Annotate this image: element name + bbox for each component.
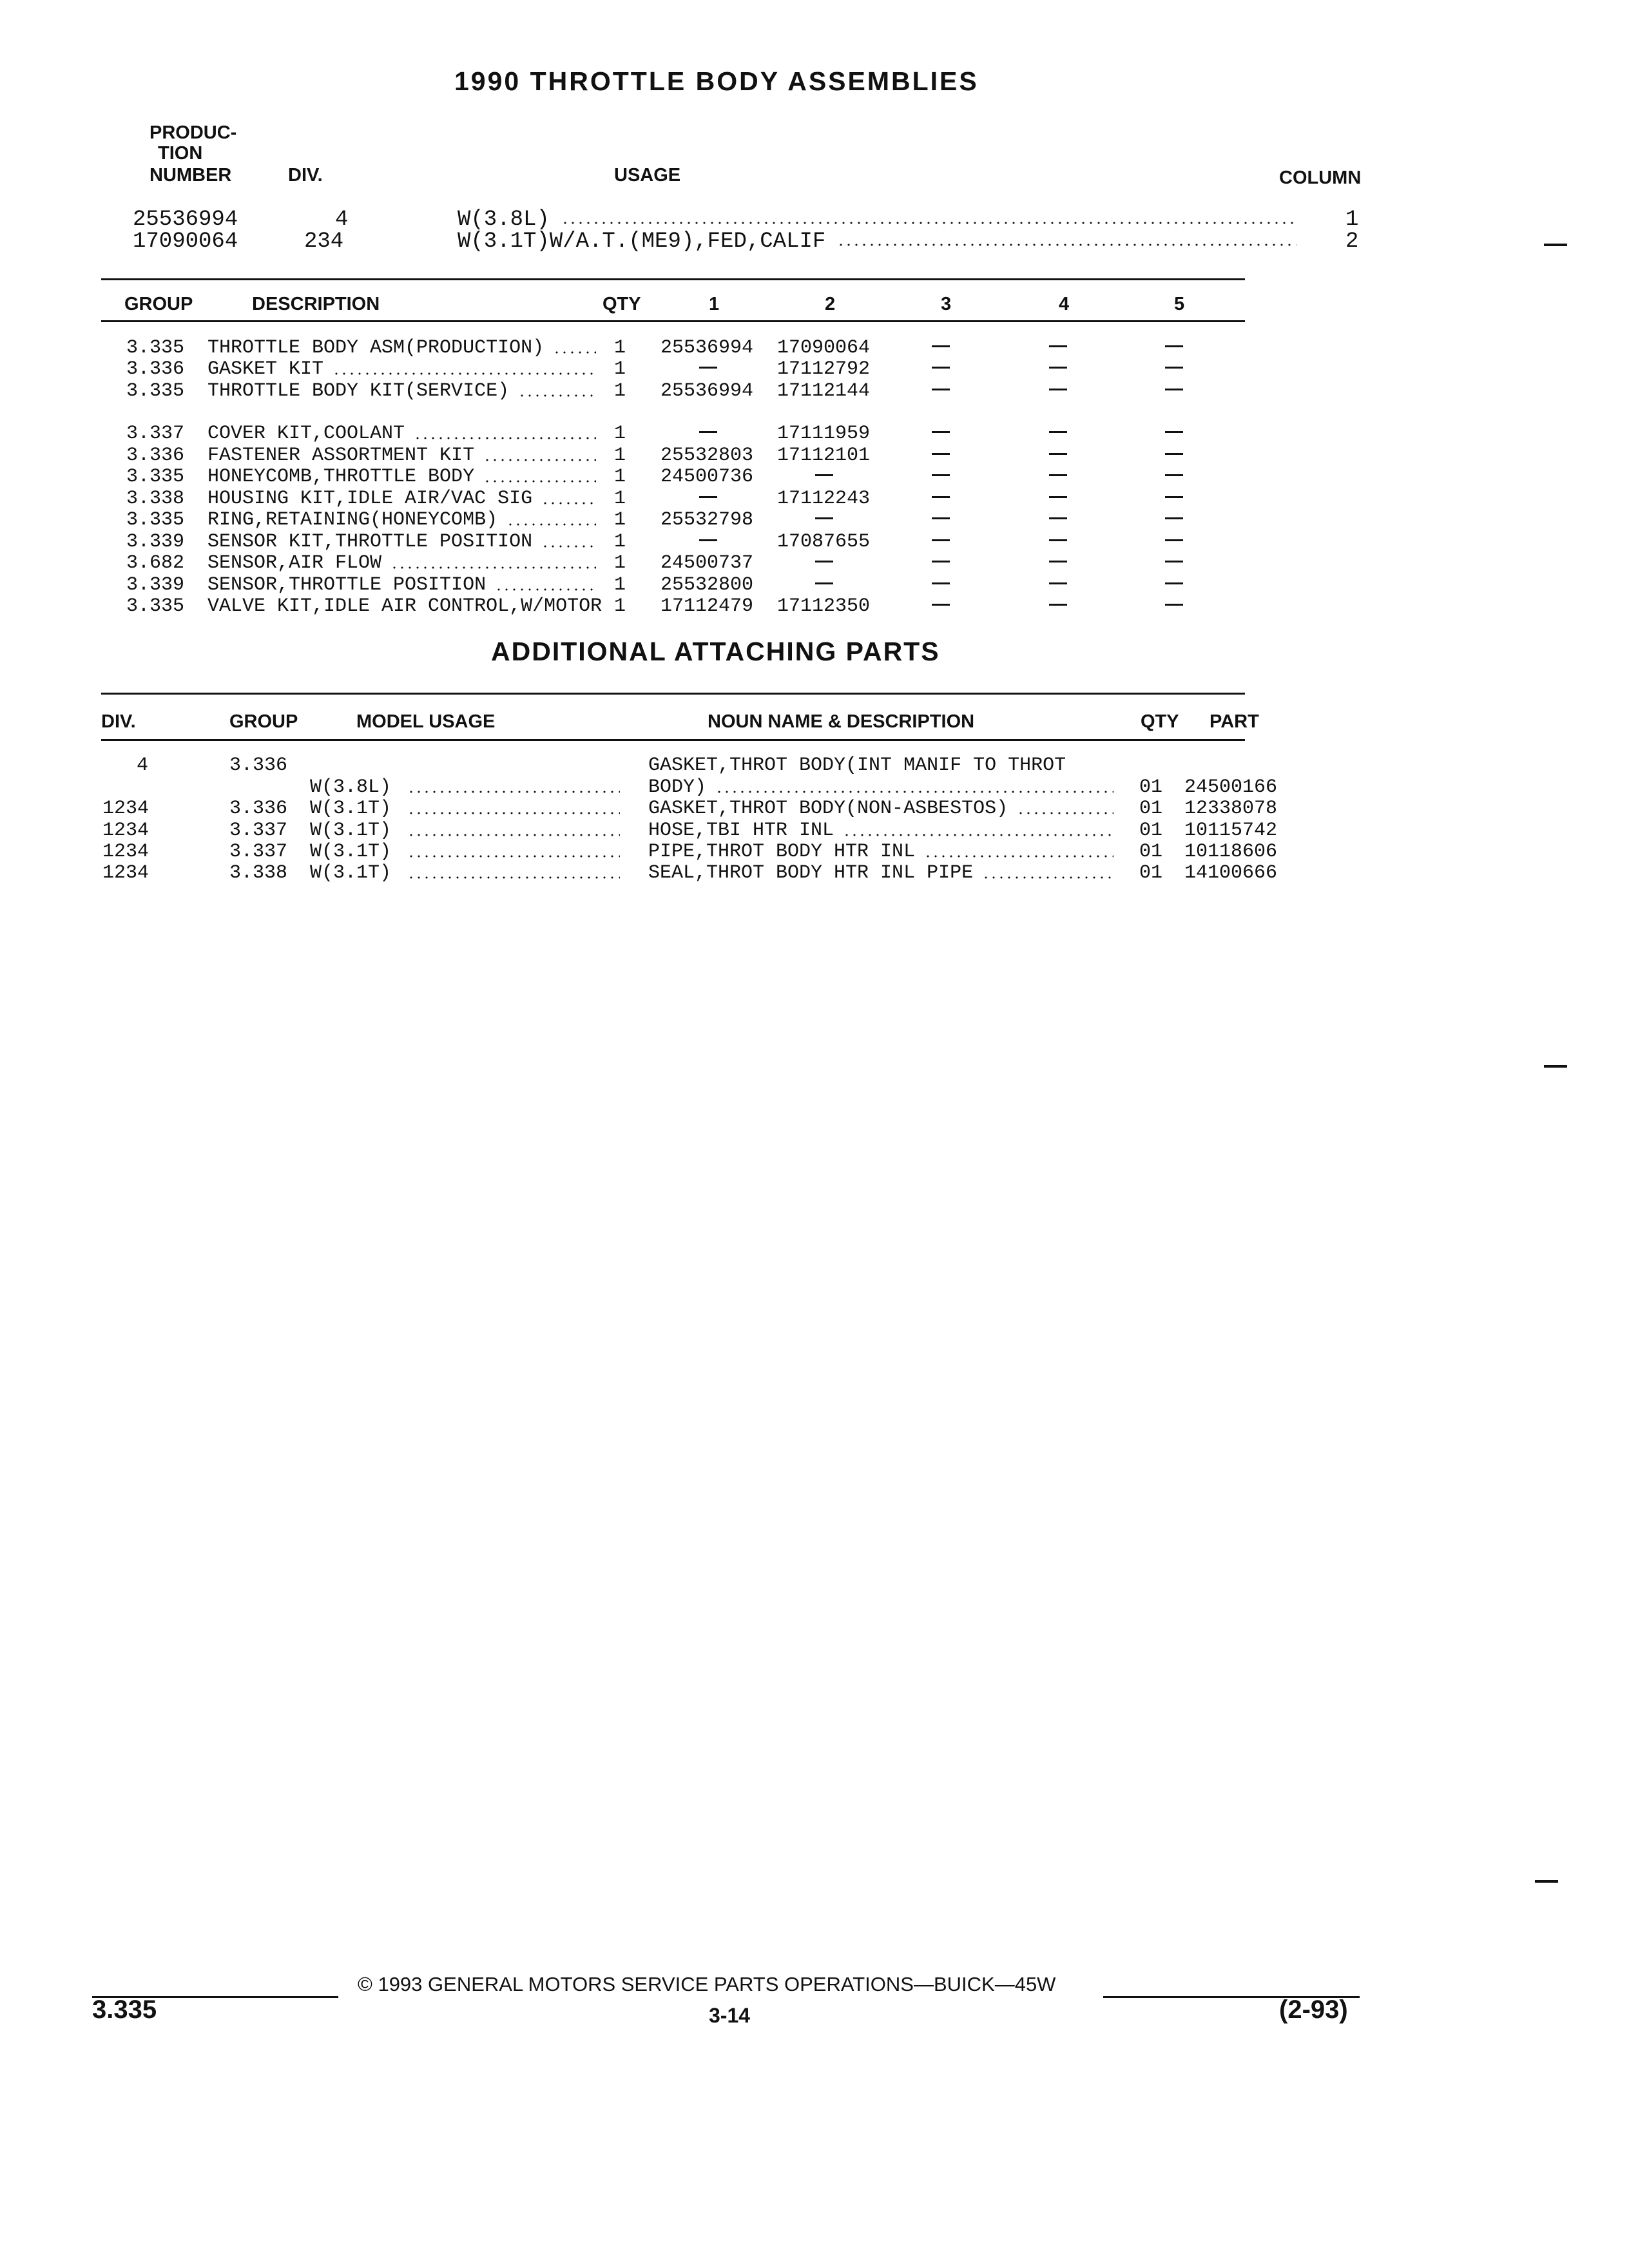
empty-cell-dash [932,582,950,584]
margin-mark [1544,1065,1567,1068]
page-title: 1990 THROTTLE BODY ASSEMBLIES [454,66,979,96]
col-header-qty: QTY [1141,711,1179,732]
division: 1234 [102,841,149,863]
group-number: 3.339 [126,531,185,553]
quantity: 01 [1139,820,1163,841]
dot-leader [561,222,1296,224]
footer-copyright: © 1993 GENERAL MOTORS SERVICE PARTS OPERATIONS—BUICK—45W [358,1973,1056,1995]
empty-cell-dash [932,517,950,519]
empty-cell-dash [932,389,950,390]
production-div-label: DIV. [288,165,323,186]
footer-revision-date: (2-93) [1279,1995,1348,2024]
quantity: 1 [614,445,626,466]
part-description: THROTTLE BODY KIT(SERVICE) [207,380,510,402]
column-1-part-number: 25532803 [660,445,754,466]
noun-description: BODY) [648,776,707,798]
group-number: 3.337 [229,841,288,863]
production-usage-label: USAGE [614,165,681,186]
empty-cell-dash [1049,453,1067,455]
production-column-label: COLUMN [1279,168,1362,188]
empty-cell-dash [1049,604,1067,606]
column-1-part-number: 17112479 [660,595,754,617]
part-description: SENSOR,THROTTLE POSITION [207,574,487,596]
empty-cell-dash [1049,345,1067,347]
quantity: 1 [614,488,626,510]
col-header-noun-name: NOUN NAME & DESCRIPTION [708,711,975,732]
part-number: 10115742 [1184,820,1278,841]
group-number: 3.338 [126,488,185,510]
empty-cell-dash [1165,345,1183,347]
dot-leader [390,566,596,569]
column-1-part-number: 24500737 [660,552,754,574]
dot-leader [407,791,620,793]
model-usage: W(3.1T) [310,841,392,863]
divider [101,320,1245,322]
quantity: 1 [614,595,626,617]
quantity: 1 [614,358,626,380]
production-usage: W(3.8L) [458,207,550,232]
footer-page-number: 3-14 [709,2004,751,2027]
empty-cell-dash [932,561,950,562]
empty-cell-dash [1165,604,1183,606]
empty-cell-dash [815,582,833,584]
dot-leader [553,351,596,354]
empty-cell-dash [1049,582,1067,584]
group-number: 3.335 [126,337,185,359]
dot-leader [518,394,596,397]
col-header-div: DIV. [101,711,136,732]
empty-cell-dash [932,431,950,433]
quantity: 01 [1139,776,1163,798]
empty-cell-dash [1165,517,1183,519]
dot-leader [407,812,620,814]
production-div: 4 [335,207,349,232]
quantity: 1 [614,423,626,445]
group-number: 3.337 [126,423,185,445]
column-2-part-number: 17087655 [777,531,871,553]
part-description: THROTTLE BODY ASM(PRODUCTION) [207,337,545,359]
column-2-part-number: 17112243 [777,488,871,510]
dot-leader [541,545,596,548]
group-number: 3.336 [229,754,288,776]
production-number: 17090064 [133,229,238,254]
group-number: 3.335 [126,380,185,402]
production-number: 25536994 [133,207,238,232]
part-description: GASKET KIT [207,358,324,380]
col-header-qty: QTY [602,294,641,314]
empty-cell-dash [1165,389,1183,390]
empty-cell-dash [815,561,833,562]
empty-cell-dash [932,496,950,498]
group-number: 3.336 [229,798,288,820]
quantity: 1 [614,509,626,531]
production-number-label-line1: PRODUC- [149,122,237,143]
dot-leader [407,876,620,879]
empty-cell-dash [1049,496,1067,498]
dot-leader [414,437,596,439]
quantity: 1 [614,466,626,488]
column-2-part-number: 17111959 [777,423,871,445]
col-header-model-usage: MODEL USAGE [356,711,496,732]
noun-description: GASKET,THROT BODY(INT MANIF TO THROT [648,754,1066,776]
part-description: SENSOR KIT,THROTTLE POSITION [207,531,533,553]
part-description: SENSOR,AIR FLOW [207,552,382,574]
empty-cell-dash [932,367,950,369]
division: 1234 [102,820,149,841]
quantity: 01 [1139,798,1163,820]
divider [101,739,1245,741]
dot-leader [843,834,1113,836]
empty-cell-dash [1049,539,1067,541]
part-number: 10118606 [1184,841,1278,863]
group-number: 3.336 [126,445,185,466]
dot-leader [541,502,596,505]
part-description: VALVE KIT,IDLE AIR CONTROL,W/MOTOR [207,595,602,617]
column-2-part-number: 17112792 [777,358,871,380]
column-2-part-number: 17112144 [777,380,871,402]
empty-cell-dash [1165,496,1183,498]
division: 4 [137,754,149,776]
dot-leader [407,855,620,858]
empty-cell-dash [699,496,717,498]
col-header-part: PART [1210,711,1259,732]
quantity: 1 [614,531,626,553]
empty-cell-dash [932,345,950,347]
part-description: COVER KIT,COOLANT [207,423,405,445]
dot-leader [483,459,596,461]
empty-cell-dash [932,474,950,476]
group-number: 3.335 [126,595,185,617]
division: 1234 [102,798,149,820]
dot-leader [837,244,1296,246]
empty-cell-dash [699,431,717,433]
col-header-3: 3 [941,294,952,314]
quantity: 1 [614,574,626,596]
quantity: 1 [614,337,626,359]
production-column-number: 1 [1345,207,1359,232]
column-2-part-number: 17090064 [777,337,871,359]
part-number: 14100666 [1184,862,1278,884]
dot-leader [506,523,596,526]
column-1-part-number: 25536994 [660,337,754,359]
empty-cell-dash [1165,367,1183,369]
noun-description: HOSE,TBI HTR INL [648,820,834,841]
divider [101,693,1245,695]
col-header-description: DESCRIPTION [252,294,380,314]
part-description: HOUSING KIT,IDLE AIR/VAC SIG [207,488,533,510]
column-1-part-number: 25532800 [660,574,754,596]
dot-leader [982,876,1113,879]
production-number-label-line3: NUMBER [149,165,232,186]
part-number: 24500166 [1184,776,1278,798]
group-number: 3.338 [229,862,288,884]
part-number: 12338078 [1184,798,1278,820]
production-div: 234 [304,229,344,254]
noun-description: GASKET,THROT BODY(NON-ASBESTOS) [648,798,1008,820]
group-number: 3.336 [126,358,185,380]
empty-cell-dash [699,367,717,369]
model-usage: W(3.1T) [310,820,392,841]
empty-cell-dash [1165,561,1183,562]
empty-cell-dash [1165,539,1183,541]
col-header-4: 4 [1059,294,1070,314]
dot-leader [483,480,596,483]
empty-cell-dash [699,539,717,541]
empty-cell-dash [932,539,950,541]
empty-cell-dash [815,474,833,476]
empty-cell-dash [1049,474,1067,476]
production-column-number: 2 [1345,229,1359,254]
col-header-1: 1 [709,294,720,314]
empty-cell-dash [1165,474,1183,476]
footer-section-number: 3.335 [92,1995,157,2024]
col-header-group: GROUP [124,294,193,314]
quantity: 1 [614,380,626,402]
col-header-2: 2 [825,294,836,314]
part-description: RING,RETAINING(HONEYCOMB) [207,509,498,531]
col-header-5: 5 [1174,294,1185,314]
dot-leader [924,855,1113,858]
group-number: 3.337 [229,820,288,841]
part-description: HONEYCOMB,THROTTLE BODY [207,466,475,488]
noun-description: SEAL,THROT BODY HTR INL PIPE [648,862,974,884]
divider [101,278,1245,280]
production-number-label-line2: TION [158,143,203,164]
group-number: 3.335 [126,466,185,488]
empty-cell-dash [1165,453,1183,455]
part-description: FASTENER ASSORTMENT KIT [207,445,475,466]
empty-cell-dash [1049,431,1067,433]
production-usage: W(3.1T)W/A.T.(ME9),FED,CALIF [458,229,826,254]
dot-leader [715,791,1113,793]
noun-description: PIPE,THROT BODY HTR INL [648,841,916,863]
empty-cell-dash [1049,367,1067,369]
dot-leader [333,372,596,375]
column-1-part-number: 25536994 [660,380,754,402]
group-number: 3.339 [126,574,185,596]
quantity: 01 [1139,862,1163,884]
division: 1234 [102,862,149,884]
empty-cell-dash [932,604,950,606]
column-1-part-number: 25532798 [660,509,754,531]
empty-cell-dash [1049,561,1067,562]
model-usage: W(3.8L) [310,776,392,798]
quantity: 1 [614,552,626,574]
dot-leader [1017,812,1113,814]
empty-cell-dash [932,453,950,455]
column-2-part-number: 17112101 [777,445,871,466]
empty-cell-dash [1165,431,1183,433]
model-usage: W(3.1T) [310,862,392,884]
margin-mark [1535,1880,1558,1883]
column-2-part-number: 17112350 [777,595,871,617]
empty-cell-dash [1165,582,1183,584]
group-number: 3.682 [126,552,185,574]
empty-cell-dash [815,517,833,519]
margin-mark [1544,244,1567,246]
quantity: 01 [1139,841,1163,863]
attaching-title: ADDITIONAL ATTACHING PARTS [491,637,940,666]
column-1-part-number: 24500736 [660,466,754,488]
empty-cell-dash [1049,517,1067,519]
model-usage: W(3.1T) [310,798,392,820]
empty-cell-dash [1049,389,1067,390]
dot-leader [495,588,596,591]
dot-leader [407,834,620,836]
col-header-group: GROUP [229,711,298,732]
group-number: 3.335 [126,509,185,531]
